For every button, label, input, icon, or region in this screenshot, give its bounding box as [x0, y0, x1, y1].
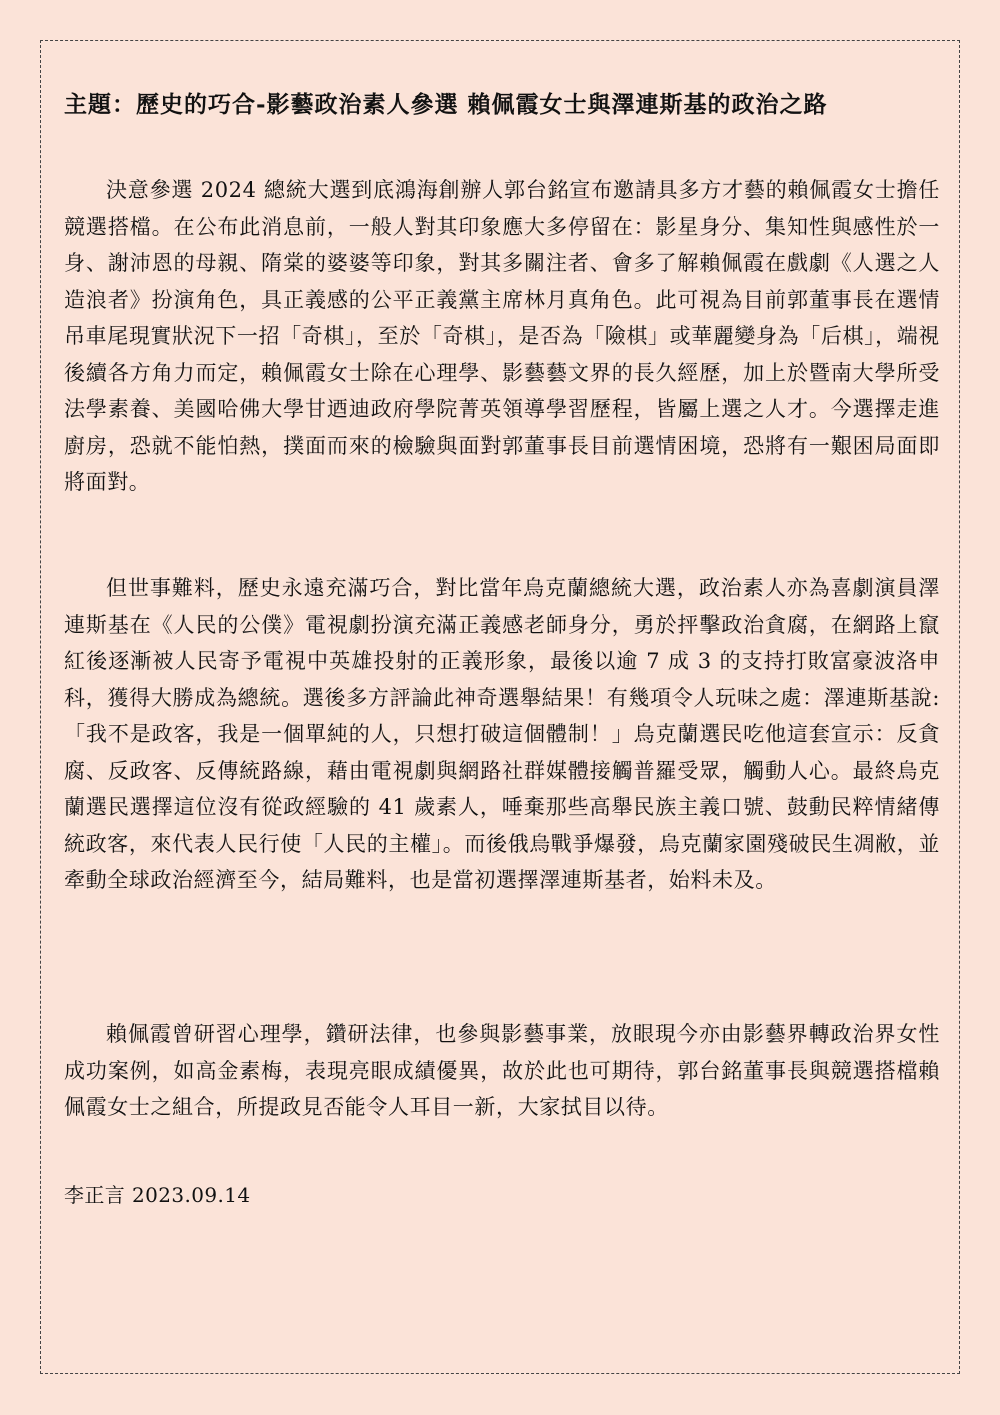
paragraph-3: 賴佩霞曾研習心理學，鑽研法律，也參與影藝事業，放眼現今亦由影藝界轉政治界女性成功案例，如高金素梅，表現亮眼成績優異，故於此也可期待，郭台銘董事長與競選搭檔賴佩霞女士之組合，所提政見否能令人耳目一新，大家拭目以待。 [64, 1022, 940, 1119]
paragraph-2: 但世事難料，歷史永遠充滿巧合，對比當年烏克蘭總統大選，政治素人亦為喜劇演員澤連斯基在《人民的公僕》電視劇扮演充滿正義感老師身分，勇於抨擊政治貪腐，在網路上竄紅後逐漸被人民寄予電視中英雄投射的正義形象，最後以逾 7 成 3 的支持打敗富豪波洛申科，獲得大勝成為總統。選後多方評論此神奇選舉結果！有幾項令人玩味之處：澤連斯基說:「我不是政客，我是一個單純的人，只想打破這個體制！」烏克蘭選民吃他這套宣示：反貪腐、反政客、反傳統路線，藉由電視劇與網路社群媒體接觸普羅受眾，觸動人心。最終烏克蘭選民選擇這位沒有從政經驗的 41 歲素人，唾棄那些高舉民族主義口號、鼓動民粹情緒傳統政客，來代表人民行使「人民的主權」。而後俄烏戰爭爆發，烏克蘭家園殘破民生凋敝，並牽動全球政治經濟至今，結局難料，也是當初選擇澤連斯基者，始料未及。 [64, 576, 940, 892]
paragraph-1: 決意參選 2024 總統大選到底鴻海創辦人郭台銘宣布邀請具多方才藝的賴佩霞女士擔任競選搭檔。在公布此消息前，一般人對其印象應大多停留在：影星身分、集知性與感性於一身、謝沛恩的母親、隋棠的婆婆等印象，對其多關注者、會多了解賴佩霞在戲劇《人選之人 造浪者》扮演角色，具正義感的公平正義黨主席林月真角色。此可視為目前郭董事長在選情吊車尾現實狀況下一招「奇棋」，至於「奇棋」，是否為「險棋」或華麗變身為「后棋」，端視後續各方角力而定，賴佩霞女士除在心理學、影藝藝文界的長久經歷，加上於暨南大學所受法學素養、美國哈佛大學甘迺迪政府學院菁英領導學習歷程，皆屬上選之人才。今選擇走進廚房，恐就不能怕熱，撲面而來的檢驗與面對郭董事長目前選情困境，恐將有一艱困局面即將面對。 [64, 178, 940, 494]
article-title: 主題：歷史的巧合-影藝政治素人參選 賴佩霞女士與澤連斯基的政治之路 [64, 91, 828, 119]
author-signature-date: 李正言 2023.09.14 [64, 1183, 251, 1207]
